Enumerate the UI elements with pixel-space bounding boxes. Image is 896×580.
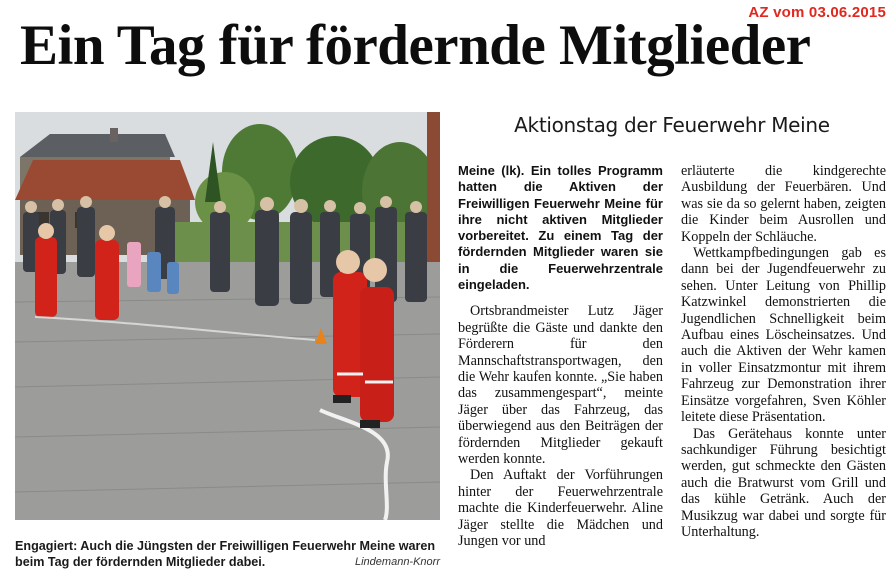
headline: Ein Tag für fördernde Mitglieder	[20, 14, 811, 77]
photo-caption	[15, 538, 445, 570]
article-paragraph: Das Gerätehaus konnte unter sachkundiger Führung besichtigt werden, gut schmeckte den Gästen auch die Bratwurst vom Grill und das kühle Getränk. Auch der Musikzug war dabei und sorgte für Unterhaltung.	[681, 425, 886, 540]
subheadline: Aktionstag der Feuerwehr Meine	[514, 113, 830, 137]
article-column-1	[458, 163, 663, 549]
article-lead: Meine (lk). Ein tolles Programm hatten die Aktiven der Freiwilligen Feuerwehr Meine für ihre nicht aktiven Mitglieder vorbereitet. Zu einem Tag der fördernden Mitglieder waren sie in die Feuerwehrzentrale eingeladen.	[458, 163, 663, 293]
caption-text: Engagiert: Auch die Jüngsten der Freiwilligen Feuerwehr Meine waren beim Tag der fördernden Mitglieder dabei.	[15, 539, 436, 569]
article-paragraph: Den Auftakt der Vorführungen hinter der Feuerwehrzentrale machte die Kinderfeuerwehr. Aline Jäger stellte die Mädchen und Jungen vor und	[458, 467, 663, 550]
article-photo	[15, 112, 440, 520]
photo-credit: Lindemann-Knorr	[355, 556, 440, 568]
article-paragraph: erläuterte die kindgerechte Ausbildung der Feuerbären. Und was sie da so gelernt haben, zeigten die Kinder beim Ausrollen und Koppeln der Schläuche.	[681, 163, 886, 245]
article-paragraph: Wettkampfbedingungen gab es dann bei der Jugendfeuerwehr zu sehen. Unter Leitung von Phillip Katzwinkel demonstrierten die Jugendlichen Schnelligkeit beim Aufbau eines Löscheinsatzes. Und auch die Aktiven der Wehr kamen in voller Einsatzmontur mit ihrem Fahrzeug zur Demonstration ihrer Einsätze vorgefahren, Sven Köhler leitete diese Präsentation.	[681, 245, 886, 426]
article-paragraph: Ortsbrandmeister Lutz Jäger begrüßte die Gäste und dankte den Förderern für den Mannschaftstransportwagen, den die Wehr kaufen konnte. „Sie haben das zusammengespart“, meinte Jäger über das Fahrzeug, das überwiegend aus den Beiträgen der fördernden Mitglieder gekauft werden konnte.	[458, 303, 663, 468]
source-stamp: AZ vom 03.06.2015	[748, 4, 886, 21]
article-column-2	[681, 163, 886, 540]
